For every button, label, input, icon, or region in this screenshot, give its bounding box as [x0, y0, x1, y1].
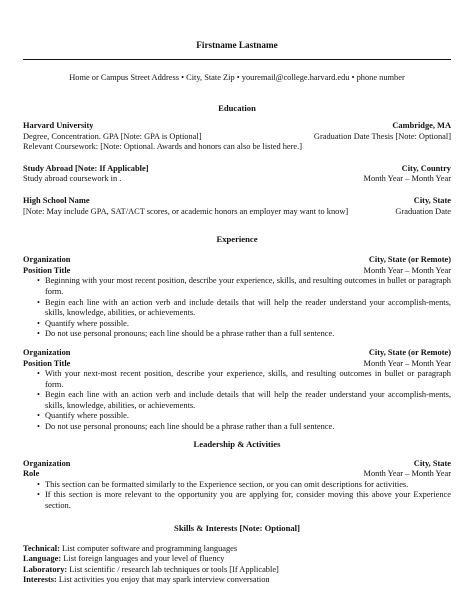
education-row [23, 196, 451, 207]
leadership-entry [23, 459, 451, 512]
header-rule [23, 59, 451, 60]
education-entry-study-abroad [23, 164, 451, 185]
position-dates: Month Year – Month Year [363, 358, 451, 368]
bullet-item: • Quantify where possible. [45, 411, 451, 422]
education-row [23, 207, 451, 218]
leadership-section [23, 459, 451, 512]
bullet-item: • If this section is more relevant to the opportunity you are applying for, consider moving this above your Experience section. [45, 490, 451, 511]
skills-heading: Skills & Interests [Note: Optional] [174, 522, 300, 533]
position-dates: Month Year – Month Year [363, 265, 451, 275]
school-location: City, State [413, 195, 451, 205]
org-row [23, 459, 451, 470]
leadership-heading: Leadership & Activities [193, 438, 281, 449]
bullet-item: • Beginning with your most recent position, describe your experience, skills, and resulting outcomes in bullet or paragraph form. [45, 276, 451, 297]
org-row [23, 255, 451, 266]
degree-text: Study abroad coursework in . [23, 174, 122, 184]
org-name: Organization [23, 458, 71, 468]
coursework-text: Relevant Coursework: [Note: Optional. Awards and honors can also be listed here.] [23, 142, 303, 152]
graduation-text: Graduation Date Thesis [Note: Optional] [313, 131, 451, 141]
bullet-item: • Do not use personal pronouns; each line should be a phrase rather than a full sentence. [45, 329, 451, 340]
bullet-item: • This section can be formatted similarly to the Experience section, or you can omit descriptions for activities. [45, 480, 451, 491]
bullet-item: • Begin each line with an action verb and include details that will help the reader understand your accomplish-ments, skills, knowledge, abilities, or achievements. [45, 390, 451, 411]
school-location: City, Country [401, 163, 451, 173]
position-row [23, 266, 451, 277]
position-title: Position Title [23, 265, 71, 275]
school-name: High School Name [23, 195, 90, 205]
graduation-text: Month Year – Month Year [363, 174, 451, 184]
skill-key: Interests: [23, 575, 57, 585]
degree-text: Degree, Concentration. GPA [Note: GPA is Optional] [23, 131, 202, 141]
bullet-list [23, 480, 451, 512]
contact-line: Home or Campus Street Address • City, State Zip • youremail@college.harvard.edu • phone number [69, 73, 405, 82]
education-row [23, 164, 451, 175]
skill-line [23, 554, 451, 565]
skill-key: Technical: [23, 543, 60, 553]
skill-value: List computer software and programming languages [59, 543, 238, 553]
org-name: Organization [23, 255, 71, 265]
skill-key: Laboratory: [23, 564, 68, 574]
skill-value: List foreign languages and your level of fluency [61, 554, 225, 564]
org-location: City, State (or Remote) [368, 347, 451, 357]
experience-entry [23, 255, 451, 340]
education-row [23, 121, 451, 132]
org-name: Organization [23, 347, 71, 357]
position-title: Position Title [23, 358, 71, 368]
position-row [23, 359, 451, 370]
skill-value: List scientific / research lab techniques or tools [If Applicable] [67, 564, 279, 574]
bullet-list [23, 369, 451, 433]
education-row [23, 132, 451, 143]
role-title: Role [23, 469, 40, 479]
bullet-item: • Begin each line with an action verb and include details that will help the reader understand your accomplish-ments, skills, knowledge, abilities, or achievements. [45, 298, 451, 319]
school-location: Cambridge, MA [392, 121, 451, 130]
graduation-text: Graduation Date [395, 206, 451, 216]
education-section [23, 121, 451, 217]
school-name: Harvard University [23, 121, 94, 130]
role-dates: Month Year – Month Year [363, 469, 451, 479]
school-name: Study Abroad [Note: If Applicable] [23, 163, 149, 173]
experience-entry [23, 348, 451, 433]
education-heading: Education [218, 103, 256, 113]
skill-value: List activities you enjoy that may spark interview conversation [56, 575, 270, 585]
experience-heading: Experience [216, 234, 258, 245]
education-row [23, 174, 451, 185]
degree-text: [Note: May include GPA, SAT/ACT scores, or academic honors an employer may want to know] [23, 206, 349, 216]
org-location: City, State (or Remote) [368, 255, 451, 265]
bullet-list [23, 276, 451, 340]
org-row [23, 348, 451, 359]
bullet-item: • With your next-most recent position, describe your experience, skills, and resulting outcomes in bullet or paragraph form. [45, 369, 451, 390]
experience-section [23, 255, 451, 433]
bullet-item: • Do not use personal pronouns; each line should be a phrase rather than a full sentence. [45, 422, 451, 433]
skill-line [23, 575, 451, 586]
education-entry-harvard [23, 121, 451, 153]
skill-line [23, 544, 451, 555]
org-location: City, State [413, 458, 451, 468]
skill-key: Language: [23, 554, 62, 564]
bullet-item: • Quantify where possible. [45, 319, 451, 330]
education-entry-high-school [23, 196, 451, 217]
position-row [23, 469, 451, 480]
skills-section [23, 544, 451, 586]
skill-line [23, 565, 451, 576]
resume-name: Firstname Lastname [196, 40, 278, 50]
